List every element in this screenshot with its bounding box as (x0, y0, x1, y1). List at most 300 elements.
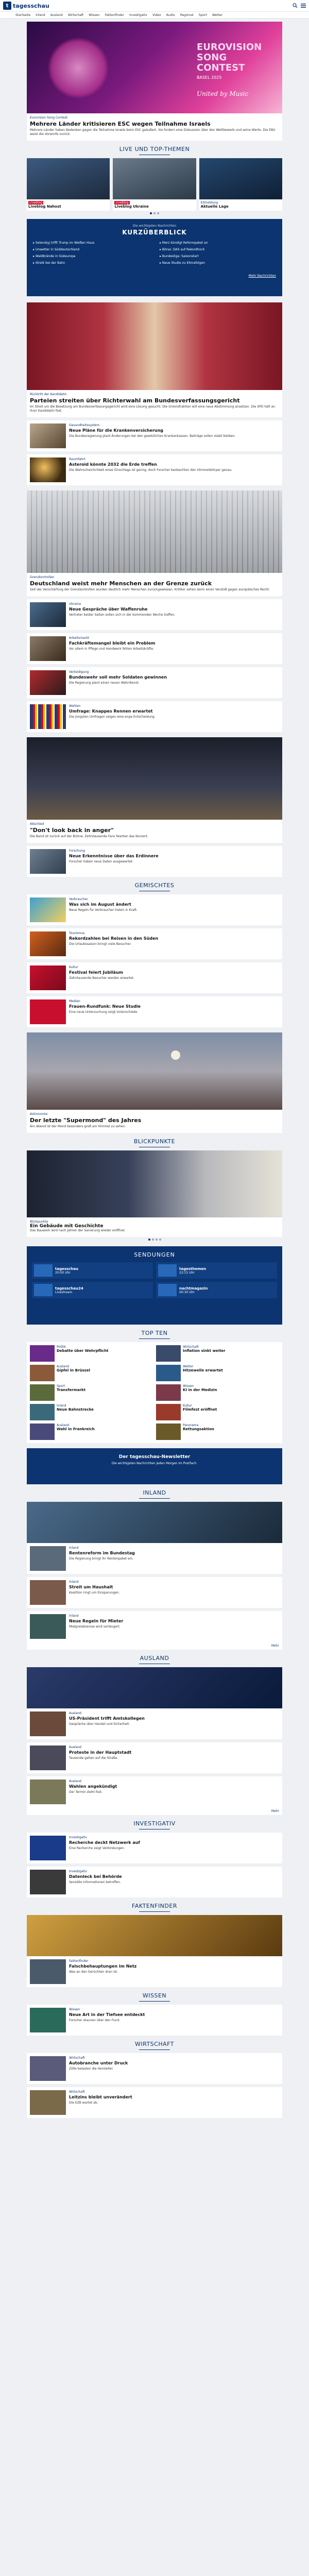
kurz-item-text: Waldbrände in Südeuropa (35, 255, 76, 258)
topten-headline: Transfermarkt (57, 1388, 86, 1392)
sendung-time: 22:15 Uhr (179, 1270, 195, 1275)
topten-item[interactable] (30, 1365, 153, 1381)
list-item[interactable] (27, 2053, 282, 2084)
live-tile-image (199, 158, 282, 199)
live-tile-headline: Liveblog Ukraine (114, 205, 149, 209)
blick-headline: Ein Gebäude mit Geschichte (30, 1224, 104, 1229)
more-link-text: Mehr (271, 1809, 279, 1813)
list-item-image (30, 1711, 66, 1736)
top-bar (0, 0, 309, 11)
list-item-kicker: Medien (69, 999, 80, 1003)
hero-art-sub: BASEL 2025 (197, 75, 222, 80)
list-item-headline: Leitzins bleibt unverändert (69, 2095, 132, 2099)
list-item-headline: Frauen-Rundfunk: Neue Studie (69, 1004, 141, 1009)
list-item-kicker: Wirtschaft (69, 2056, 85, 2060)
blick-teaser[interactable] (27, 1150, 282, 1237)
topten-item[interactable] (156, 1384, 279, 1401)
list-item-kicker: Investigativ (69, 1870, 88, 1873)
sendung-time: 00:30 Uhr (179, 1290, 195, 1294)
list-item-image (30, 423, 66, 448)
kurz-item[interactable]: ▸ Selenskyj trifft Trump im Weißen Haus (33, 241, 95, 245)
list-item[interactable] (27, 701, 282, 732)
sendung-thumb (34, 1264, 53, 1277)
list-item-teaser: Vor allem in Pflege und Handwerk fehlen Arbeitskräfte. (69, 647, 154, 651)
kurz-item-text: Neue Studie zu Klimafolgen (162, 261, 205, 265)
newsletter-title: Der tagesschau-Newsletter (118, 1454, 191, 1460)
kurz-item-text: Unwetter in Süddeutschland (35, 248, 80, 251)
section-topten (27, 1325, 282, 1342)
topten-kicker: Inland (57, 1404, 66, 1408)
nav-item[interactable]: Faktenfinder (105, 13, 124, 17)
kurz-item[interactable]: ▸ Merz kündigt Reformpaket an (160, 241, 208, 245)
list-item-image (30, 1546, 66, 1571)
list-item-kicker: Ausland (69, 1780, 81, 1783)
topten-kicker: Panorama (183, 1423, 199, 1427)
nav-item[interactable]: Inland (36, 13, 45, 17)
list-item-image (30, 931, 66, 956)
newsletter-text: Die wichtigsten Nachrichten jeden Morgen im Postfach. (111, 1462, 198, 1465)
topten-item[interactable] (156, 1404, 279, 1420)
list-item-teaser: Forscher staunen über den Fund. (69, 2019, 121, 2022)
live-tile-kicker: Liveblog (115, 201, 129, 205)
list-item-headline: Umfrage: Knappes Rennen erwartet (69, 709, 153, 714)
list-item-teaser: Mietpreisbremse wird verlängert. (69, 1625, 121, 1629)
list-item-image (30, 2008, 66, 2032)
wide-teaser-headline: Deutschland weist mehr Menschen an der Grenze zurück (30, 580, 212, 587)
list-item-image (30, 1745, 66, 1770)
topten-thumb (156, 1345, 181, 1362)
kurz-item-text: Selenskyj trifft Trump im Weißen Haus (35, 241, 95, 245)
feature-kicker: Rücktritt der Kandidatin (30, 393, 67, 396)
live-tile-kicker: Liveblog (29, 201, 43, 205)
topten-grid (27, 1342, 282, 1443)
wide-teaser-headline: "Don't look back in anger" (30, 827, 114, 834)
wide-teaser[interactable] (27, 490, 282, 596)
topten-kicker: Wetter (183, 1365, 194, 1368)
list-item-kicker: Arbeitsmarkt (69, 636, 90, 640)
topten-thumb (156, 1404, 181, 1420)
nav-item[interactable]: Investigativ (129, 13, 147, 17)
nav-item[interactable]: Ausland (50, 13, 63, 17)
list-item-image (30, 999, 66, 1024)
list-item[interactable] (27, 454, 282, 485)
list-item-teaser: Vertreter beider Seiten sollen sich in der kommenden Woche treffen. (69, 613, 176, 617)
carousel-dot[interactable] (152, 1239, 154, 1241)
list-item-teaser: Zehntausende Besucher werden erwartet. (69, 976, 134, 980)
list-item-teaser: Eine neue Untersuchung zeigt Unterschiede. (69, 1010, 139, 1014)
list-item-kicker: Kultur (69, 965, 78, 969)
list-item-kicker: Ausland (69, 1711, 81, 1715)
list-item-image (30, 602, 66, 627)
section-investigativ (27, 1815, 282, 1833)
nav-item[interactable]: Regional (180, 13, 194, 17)
hero-art-tagline: United by Music (197, 90, 249, 97)
topten-thumb (30, 1404, 55, 1420)
section-title: FAKTENFINDER (132, 1903, 177, 1909)
topten-kicker: Kultur (183, 1404, 192, 1408)
list-item-image (30, 1870, 66, 1894)
section-inland (27, 1484, 282, 1502)
list-item-teaser: Sensible Informationen betroffen. (69, 1880, 121, 1884)
section-title: INLAND (143, 1489, 166, 1496)
section-blickpunkte (27, 1133, 282, 1150)
live-tile-headline: Aktuelle Lage (200, 205, 229, 209)
ausland-lead-image (27, 1667, 282, 1708)
kurz-item-text: Bundesliga: Saisonstart (162, 255, 199, 258)
list-item[interactable] (27, 2005, 282, 2036)
list-item-kicker: Wissen (69, 2008, 80, 2011)
carousel-dots[interactable] (27, 1237, 282, 1242)
list-item-kicker: Inland (69, 1614, 79, 1618)
wide-teaser-kicker: Abschied (30, 822, 44, 826)
list-item-teaser: Die Bundesregierung plant Änderungen bei den gesetzlichen Krankenkassen. Beiträge sollen stabil bleiben. (69, 434, 236, 438)
list-item[interactable] (27, 633, 282, 664)
list-item[interactable] (27, 1708, 282, 1739)
hero-teaser[interactable] (27, 22, 282, 141)
nav-item[interactable]: Wissen (89, 13, 100, 17)
list-item-teaser: Die Urlaubssaison bringt viele Besucher. (69, 942, 132, 946)
list-item-image (30, 2056, 66, 2081)
feature-teaser-text: Im Streit um die Besetzung am Bundesverfassungsgericht wird eine Lösung gesucht. Die Unionsfraktion will eine neue Abstimmung ansetzen. Die SPD hält an ihrer Kandidatin fest. (30, 405, 276, 413)
topten-item[interactable] (30, 1423, 153, 1440)
kurz-title: KURZÜBERBLICK (122, 229, 187, 236)
topten-item[interactable] (156, 1345, 279, 1362)
kurz-item[interactable]: ▸ Bundesliga: Saisonstart (160, 255, 199, 258)
carousel-dot[interactable] (156, 1239, 158, 1241)
nav-item[interactable]: Wirtschaft (67, 13, 84, 17)
section-title: BLICKPUNKTE (133, 1138, 176, 1145)
topten-kicker: Ausland (57, 1423, 69, 1427)
list-item-kicker: Forschung (69, 849, 85, 853)
list-item-kicker: Faktenfinder (69, 1959, 89, 1963)
hero-headline[interactable]: Mehrere Länder kritisieren ESC wegen Teilnahme Israels (30, 121, 211, 127)
list-item-image (30, 849, 66, 874)
list-item-headline: Bundeswehr soll mehr Soldaten gewinnen (69, 675, 167, 680)
sendung-tile[interactable] (156, 1282, 277, 1298)
list-item-headline: Autobranche unter Druck (69, 2061, 128, 2065)
blick-teaser-text: Das Bauwerk wird nach Jahren der Sanierung wieder eröffnet. (30, 1229, 126, 1232)
sendung-thumb (34, 1284, 53, 1296)
list-item-headline: Fachkräftemangel bleibt ein Problem (69, 641, 156, 646)
kurz-item[interactable]: ▸ Neue Studie zu Klimafolgen (160, 261, 205, 265)
list-item-headline: Wahlen angekündigt (69, 1784, 117, 1789)
list-item-kicker: Verteidigung (69, 670, 89, 674)
list-item-kicker: Verbraucher (69, 897, 88, 901)
list-item-teaser: Die Wahrscheinlichkeit eines Einschlags ist gering, doch Forscher beobachten den Himmelskörper genau. (69, 468, 232, 472)
list-item[interactable] (27, 1867, 282, 1897)
blick-kicker: Blickpunkte (30, 1220, 48, 1224)
live-tile[interactable] (199, 158, 282, 211)
nav-item[interactable]: Audio (166, 13, 175, 17)
kurz-item-text: Merz kündigt Reformpaket an (162, 241, 208, 245)
section-title: LIVE UND TOP-THEMEN (119, 146, 190, 152)
kurz-item[interactable]: ▸ Streik bei der Bahn (33, 261, 65, 265)
list-item[interactable] (27, 846, 282, 877)
section-ausland (27, 1650, 282, 1667)
section-live (27, 141, 282, 158)
list-item-headline: Rentenreform im Bundestag (69, 1551, 135, 1555)
section-title: GEMISCHTES (134, 882, 175, 889)
feature-image (27, 302, 282, 390)
topten-headline: Debatte über Wehrpflicht (57, 1349, 109, 1353)
sendung-thumb (158, 1284, 177, 1296)
more-link-text: Mehr (271, 1644, 279, 1648)
list-item-teaser: Zölle belasten die Hersteller. (69, 2067, 114, 2071)
kurz-item-text: Börse: DAX auf Rekordhoch (162, 248, 205, 251)
wide-teaser[interactable] (27, 1032, 282, 1133)
more-link[interactable] (27, 1642, 282, 1650)
list-item-image (30, 636, 66, 661)
topten-headline: Filmfest eröffnet (183, 1408, 217, 1412)
live-tile-image (113, 158, 196, 199)
wide-teaser-kicker: Astronomie (30, 1112, 48, 1116)
list-item-teaser: Die Regierung plant einen neuen Wehrdienst. (69, 681, 140, 685)
live-tile[interactable] (27, 158, 110, 211)
list-item-image (30, 897, 66, 922)
wide-teaser-image (27, 490, 282, 573)
faktenfinder-image (27, 1915, 282, 1956)
hero-image (27, 22, 282, 113)
list-item-teaser: Die Regierung bringt ihr Rentenpaket ein. (69, 1557, 134, 1561)
list-item[interactable] (27, 599, 282, 630)
list-item-headline: Streit um Haushalt (69, 1585, 113, 1589)
live-tile[interactable] (113, 158, 196, 211)
logo[interactable] (3, 2, 49, 10)
carousel-dots[interactable] (27, 211, 282, 216)
faktenfinder-lead[interactable] (27, 1915, 282, 1956)
section-faktenfinder (27, 1897, 282, 1915)
topten-item[interactable] (30, 1404, 153, 1420)
section-gemischtes (27, 877, 282, 894)
list-item-kicker: Investigativ (69, 1836, 88, 1839)
topten-item[interactable] (156, 1423, 279, 1440)
list-item-kicker: Gesundheitssystem (69, 423, 100, 427)
main-nav (0, 11, 309, 19)
logo-mark: t (3, 2, 11, 10)
live-tile-headline: Liveblog Nahost (28, 205, 61, 209)
list-item[interactable] (27, 1776, 282, 1807)
sendung-title: tagesschau (55, 1266, 79, 1271)
sendung-time: Livestream (55, 1290, 73, 1294)
list-item-headline: Neue Art in der Tiefsee entdeckt (69, 2012, 145, 2017)
list-item[interactable] (27, 2087, 282, 2118)
topten-thumb (156, 1365, 181, 1381)
list-item[interactable] (27, 1577, 282, 1608)
more-link[interactable] (27, 1807, 282, 1815)
topten-thumb (30, 1384, 55, 1401)
list-item-teaser: Forscher haben neue Daten ausgewertet. (69, 860, 133, 863)
topten-headline: Inflation sinkt weiter (183, 1349, 226, 1353)
list-item[interactable] (27, 420, 282, 451)
list-item[interactable] (27, 894, 282, 925)
sendung-tile[interactable] (32, 1282, 153, 1298)
nav-item[interactable]: Video (152, 13, 161, 17)
kurz-more-button[interactable]: Mehr Nachrichten (248, 274, 276, 278)
sendung-time: 20:00 Uhr (55, 1270, 71, 1275)
sendung-thumb (158, 1264, 177, 1277)
carousel-dot[interactable] (150, 212, 152, 214)
list-item-headline: Rekordzahlen bei Reisen in den Süden (69, 936, 159, 941)
topten-headline: Rettungsaktion (183, 1427, 214, 1431)
topten-headline: Neue Bahnstrecke (57, 1408, 94, 1412)
list-item-kicker: Raumfahrt (69, 457, 85, 461)
list-item[interactable] (27, 1543, 282, 1574)
list-item[interactable] (27, 1742, 282, 1773)
topten-thumb (156, 1384, 181, 1401)
list-item[interactable] (27, 1611, 282, 1642)
list-item-kicker: Ukraine (69, 602, 81, 606)
list-item-teaser: Neue Regeln für Verbraucher treten in Kraft. (69, 908, 138, 912)
ausland-lead[interactable] (27, 1667, 282, 1708)
nav-item[interactable]: Sport (198, 13, 207, 17)
nav-item[interactable]: Startseite (15, 13, 31, 17)
section-wissen (27, 1987, 282, 2005)
topten-headline: Hitzewelle erwartet (183, 1368, 223, 1372)
wide-teaser[interactable] (27, 737, 282, 843)
wide-teaser-image (27, 737, 282, 820)
feature-teaser[interactable] (27, 302, 282, 417)
list-item-kicker: Wahlen (69, 704, 81, 708)
inland-lead[interactable] (27, 1502, 282, 1543)
kurz-subtitle: Die wichtigsten Nachrichten (132, 224, 177, 228)
blick-image (27, 1150, 282, 1217)
list-item-kicker: Wirtschaft (69, 2090, 85, 2094)
topten-kicker: Ausland (57, 1365, 69, 1368)
topten-thumb (30, 1365, 55, 1381)
list-item-headline: Neue Pläne für die Krankenversicherung (69, 428, 164, 433)
topten-kicker: Sport (57, 1384, 65, 1388)
list-item[interactable] (27, 1833, 282, 1863)
carousel-dot[interactable] (159, 1239, 161, 1241)
kurzueberblick-box (27, 219, 282, 296)
sendung-title: tagesthemen (179, 1266, 207, 1271)
wide-teaser-kicker: Grenzkontrollen (30, 575, 55, 579)
list-item-image (30, 1614, 66, 1639)
list-item-headline: Neue Erkenntnisse über das Erdinnere (69, 854, 159, 858)
live-carousel (27, 158, 282, 211)
kurz-item[interactable]: ▸ Waldbrände in Südeuropa (33, 255, 76, 258)
section-wirtschaft (27, 2036, 282, 2053)
list-item-kicker: Inland (69, 1546, 79, 1550)
list-item-image (30, 1580, 66, 1605)
list-item-teaser: Koalition ringt um Einsparungen. (69, 1591, 120, 1595)
sendung-tile[interactable] (156, 1262, 277, 1279)
topten-kicker: Wissen (183, 1384, 194, 1388)
newsletter-box[interactable] (27, 1448, 282, 1484)
topten-item[interactable] (30, 1345, 153, 1362)
wide-teaser-text: Am Abend ist der Mond besonders groß am Himmel zu sehen. (30, 1125, 126, 1128)
nav-item[interactable]: Wetter (212, 13, 222, 17)
wide-teaser-headline: Der letzte "Supermond" des Jahres (30, 1117, 142, 1124)
live-tile-image (27, 158, 110, 199)
topten-thumb (30, 1345, 55, 1362)
search-icon[interactable] (293, 3, 298, 8)
list-item-headline: US-Präsident trifft Amtskollegen (69, 1716, 145, 1721)
topten-kicker: Politik (57, 1345, 66, 1349)
carousel-dot[interactable] (157, 212, 159, 214)
sendung-tile[interactable] (32, 1262, 153, 1279)
section-title: AUSLAND (140, 1655, 169, 1662)
list-item[interactable] (27, 996, 282, 1027)
topten-thumb (156, 1423, 181, 1440)
main-content (27, 22, 282, 2118)
list-item-headline: Neue Regeln für Mieter (69, 1619, 124, 1623)
list-item-kicker: Ausland (69, 1745, 81, 1749)
list-item-teaser: Die EZB wartet ab. (69, 2101, 98, 2105)
list-item-image (30, 1836, 66, 1860)
kurz-item-text: Streik bei der Bahn (35, 261, 65, 265)
list-item-image (30, 1959, 66, 1984)
list-item-teaser: Tausende gehen auf die Straße. (69, 1756, 118, 1760)
sendungen-box (27, 1246, 282, 1325)
section-title: INVESTIGATIV (133, 1820, 176, 1827)
menu-icon[interactable] (301, 3, 306, 8)
list-item-headline: Datenleck bei Behörde (69, 1874, 122, 1879)
list-item-headline: Recherche deckt Netzwerk auf (69, 1840, 140, 1845)
list-item-image (30, 1780, 66, 1804)
topten-headline: Gipfel in Brüssel (57, 1368, 90, 1372)
inland-lead-image (27, 1502, 282, 1543)
topten-item[interactable] (156, 1365, 279, 1381)
sendungen-title: SENDUNGEN (134, 1251, 175, 1258)
topten-thumb (30, 1423, 55, 1440)
list-item[interactable] (27, 667, 282, 698)
sendung-title: tagesschau24 (55, 1286, 83, 1291)
logo-text: tagesschau (13, 2, 49, 9)
section-title: WISSEN (142, 1992, 167, 1999)
sendung-title: nachtmagazin (179, 1286, 208, 1291)
kurz-item[interactable]: ▸ Unwetter in Süddeutschland (33, 248, 80, 251)
list-item-teaser: Was an den Gerüchten dran ist. (69, 1970, 118, 1974)
topten-item[interactable] (30, 1384, 153, 1401)
wide-teaser-text: Seit der Verschärfung der Grenzkontrollen wurden deutlich mehr Menschen zurückgewiesen. Kritiker sehen darin einen Verstoß gegen europäisches Recht. (30, 588, 270, 591)
feature-headline: Parteien streiten über Richterwahl am Bundesverfassungsgericht (30, 397, 240, 404)
section-title: TOP TEN (141, 1330, 168, 1336)
list-item-headline: Asteroid könnte 2032 die Erde treffen (69, 462, 157, 467)
list-item[interactable] (27, 928, 282, 959)
list-item-headline: Falschbehauptungen im Netz (69, 1964, 137, 1969)
list-item-image (30, 704, 66, 729)
list-item-teaser: Der Termin steht fest. (69, 1790, 103, 1794)
topten-kicker: Wirtschaft (183, 1345, 199, 1349)
hero-art-title: EUROVISION SONG CONTEST (197, 42, 262, 73)
kurz-item[interactable]: ▸ Börse: DAX auf Rekordhoch (160, 248, 205, 251)
carousel-dot[interactable] (148, 1239, 150, 1241)
list-item-headline: Festival feiert Jubiläum (69, 970, 123, 975)
hero-kicker: Eurovision Song Contest (30, 116, 68, 120)
list-item-image (30, 2090, 66, 2115)
list-item-kicker: Tourismus (69, 931, 85, 935)
list-item-image (30, 965, 66, 990)
list-item[interactable] (27, 1956, 282, 1987)
topten-headline: KI in der Medizin (183, 1388, 217, 1392)
list-item-headline: Proteste in der Hauptstadt (69, 1750, 132, 1755)
wide-teaser-image (27, 1032, 282, 1110)
section-title: WIRTSCHAFT (135, 2041, 174, 2047)
carousel-dot[interactable] (153, 212, 156, 214)
list-item-image (30, 457, 66, 482)
list-item-teaser: Gespräche über Handel und Sicherheit. (69, 1722, 130, 1726)
list-item-teaser: Die jüngsten Umfragen zeigen eine enge Entscheidung. (69, 715, 156, 719)
list-item[interactable] (27, 962, 282, 993)
live-tile-kicker: Eilmeldung (200, 201, 218, 205)
wide-teaser-text: Die Band ist zurück auf der Bühne. Zehntausende Fans feierten das Konzert. (30, 835, 148, 838)
hero-teaser-text: Mehrere Länder haben Bedenken gegen die Teilnahme Israels beim ESC geäußert. Sie fordern eine Diskussion über den Wettbewerb und seine Werte. Die EBU weist die Vorwürfe zurück. (30, 128, 276, 136)
list-item-headline: Was sich im August ändert (69, 902, 131, 907)
list-item-kicker: Inland (69, 1580, 79, 1584)
list-item-image (30, 670, 66, 695)
list-item-teaser: Eine Recherche zeigt Verbindungen. (69, 1846, 125, 1850)
